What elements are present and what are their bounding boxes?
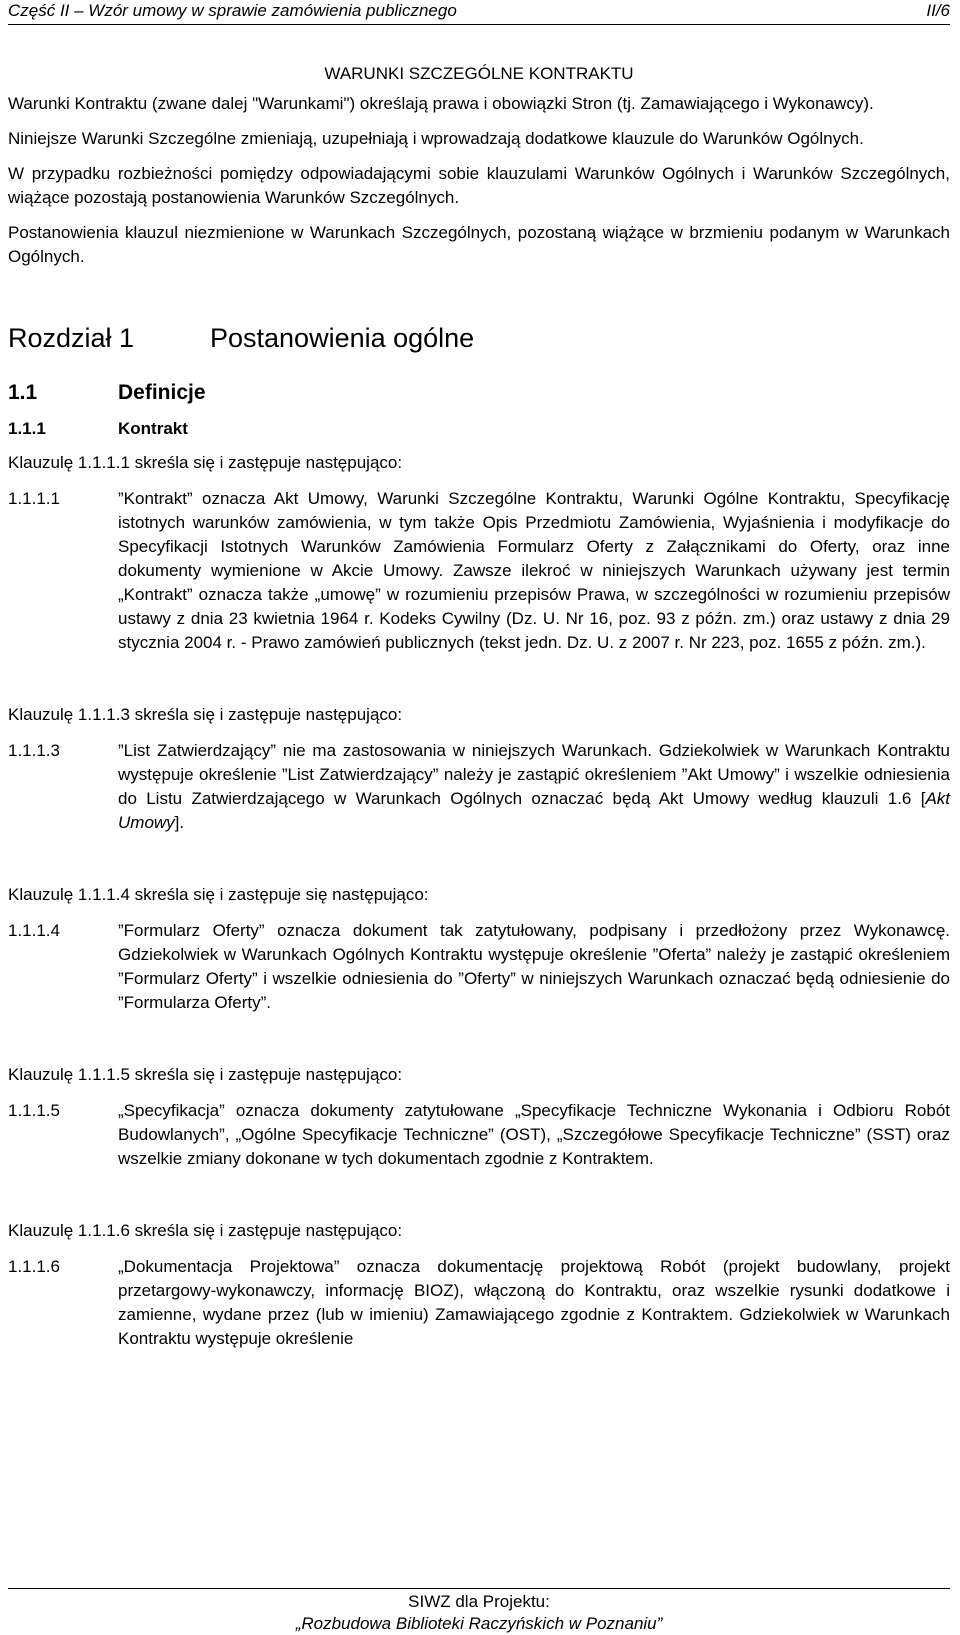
clause-intro: Klauzulę 1.1.1.4 skreśla się i zastępuje się następująco: [8, 885, 429, 904]
definition-number: 1.1.1.4 [8, 921, 60, 940]
clause-intro: Klauzulę 1.1.1.5 skreśla się i zastępuje następująco: [8, 1065, 403, 1084]
header-document-part: Część II – Wzór umowy w sprawie zamówienia publicznego [8, 1, 457, 20]
clause-intro: Klauzulę 1.1.1.1 skreśla się i zastępuje następująco: [8, 453, 403, 472]
subsection-title: Kontrakt [118, 419, 188, 438]
definition-1-1-1-6 [8, 1255, 950, 1351]
section-heading [8, 379, 950, 407]
definition-1-1-1-5 [8, 1099, 950, 1171]
definition-text: „Specyfikacja” oznacza dokumenty zatytułowane „Specyfikacje Techniczne Wykonania i Odbioru Robót Budowlanych”, „Ogólne Specyfikacje Techniczne” (OST), „Szczegółowe Specyfikacje Techniczne” (SST) oraz wszelkie zmiany dokonane w tych dokumentach zgodnie z Kontraktem. [118, 1101, 950, 1168]
intro-paragraph: Warunki Kontraktu (zwane dalej "Warunkami") określają prawa i obowiązki Stron (tj. Zamawiającego i Wykonawcy). [8, 94, 874, 113]
header-page-number: II/6 [926, 1, 950, 20]
definition-text-italic: Akt Umowy [118, 789, 950, 832]
definition-1-1-1-4 [8, 919, 950, 1015]
document-body [8, 62, 950, 1351]
intro-paragraph: W przypadku rozbieżności pomiędzy odpowiadającymi sobie klauzulami Warunków Ogólnych i Warunków Szczególnych, wiążące pozostają postanowienia Warunków Szczególnych. [8, 164, 950, 207]
chapter-number: Rozdział 1 [8, 323, 135, 353]
intro-paragraph: Postanowienia klauzul niezmienione w Warunkach Szczególnych, pozostaną wiążące w brzmieniu podanym w Warunkach Ogólnych. [8, 223, 950, 266]
intro-paragraph: Niniejsze Warunki Szczególne zmieniają, uzupełniają i wprowadzają dodatkowe klauzule do Warunków Ogólnych. [8, 129, 864, 148]
section-title: Definicje [118, 381, 206, 404]
footer-project-name: „Rozbudowa Biblioteki Raczyńskich w Poznaniu” [295, 1614, 663, 1633]
definition-text: ”Kontrakt” oznacza Akt Umowy, Warunki Szczególne Kontraktu, Warunki Ogólne Kontraktu, Specyfikację istotnych warunków zamówienia, w tym także Opis Przedmiotu Zamówienia, Wyjaśnienia i modyfikacje do Specyfikacji Istotnych Warunków Zamówienia Formularz Oferty z Załącznikami do Oferty, oraz inne dokumenty wymienione w Akcie Umowy. Zawsze ilekroć w niniejszych Warunkach używany jest termin „Kontrakt” oznacza także „umowę” w rozumieniu przepisów Prawa, w szczególności w rozumieniu przepisów ustawy z dnia 23 kwietnia 1964 r. Kodeks Cywilny (Dz. U. Nr 16, poz. 93 z późn. zm.) oraz ustawy z dnia 29 stycznia 2004 r. - Prawo zamówień publicznych (tekst jedn. Dz. U. z 2007 r. Nr 223, poz. 1655 z późn. zm.). [118, 489, 950, 652]
page-footer [8, 1588, 950, 1635]
definition-text-part: ]. [174, 813, 185, 832]
definition-number: 1.1.1.6 [8, 1257, 60, 1276]
definition-text-part: ”List Zatwierdzający” nie ma zastosowania w niniejszych Warunkach. Gdziekolwiek w Warunkach Kontraktu występuje określenie ”List Zatwierdzający” należy je zastąpić określeniem ”Akt Umowy” i wszelkie odniesienia do Listu Zatwierdzającego w Warunkach Ogólnych oznaczać będą Akt Umowy według klauzuli 1.6 [ [118, 741, 950, 808]
clause-intro: Klauzulę 1.1.1.3 skreśla się i zastępuje następująco: [8, 705, 403, 724]
subsection-heading [8, 417, 950, 441]
chapter-title: Postanowienia ogólne [210, 323, 475, 353]
subsection-number: 1.1.1 [8, 419, 46, 438]
definition-number: 1.1.1.5 [8, 1101, 60, 1120]
definition-text: ”Formularz Oferty” oznacza dokument tak zatytułowany, podpisany i przedłożony przez Wykonawcę. Gdziekolwiek w Warunkach Ogólnych Kontraktu występuje określenie ”Oferta” należy je zastąpić określeniem ”Formularz Oferty” i wszelkie odniesienia do ”Oferty” w niniejszych Warunkach oznaczać będą odniesienie do ”Formularza Oferty”. [118, 921, 950, 1012]
definition-number: 1.1.1.1 [8, 489, 60, 508]
section-number: 1.1 [8, 381, 38, 404]
chapter-heading [8, 321, 950, 355]
definition-text: „Dokumentacja Projektowa” oznacza dokumentację projektową Robót (projekt budowlany, projekt przetargowy-wykonawczy, informację BIOZ), włączoną do Kontraktu, oraz wszelkie rysunki dodatkowe i zamienne, wydane przez (lub w imieniu) Zamawiającego zgodnie z Kontraktem. Gdziekolwiek w Warunkach Kontraktu występuje określenie [118, 1257, 950, 1348]
definition-1-1-1-1 [8, 487, 950, 655]
document-title: WARUNKI SZCZEGÓLNE KONTRAKTU [324, 64, 634, 83]
definition-1-1-1-3 [8, 739, 950, 835]
clause-intro: Klauzulę 1.1.1.6 skreśla się i zastępuje następująco: [8, 1221, 403, 1240]
definition-text [118, 739, 950, 835]
page-header [8, 0, 950, 25]
footer-project-label: SIWZ dla Projektu: [408, 1592, 550, 1611]
definition-number: 1.1.1.3 [8, 741, 60, 760]
